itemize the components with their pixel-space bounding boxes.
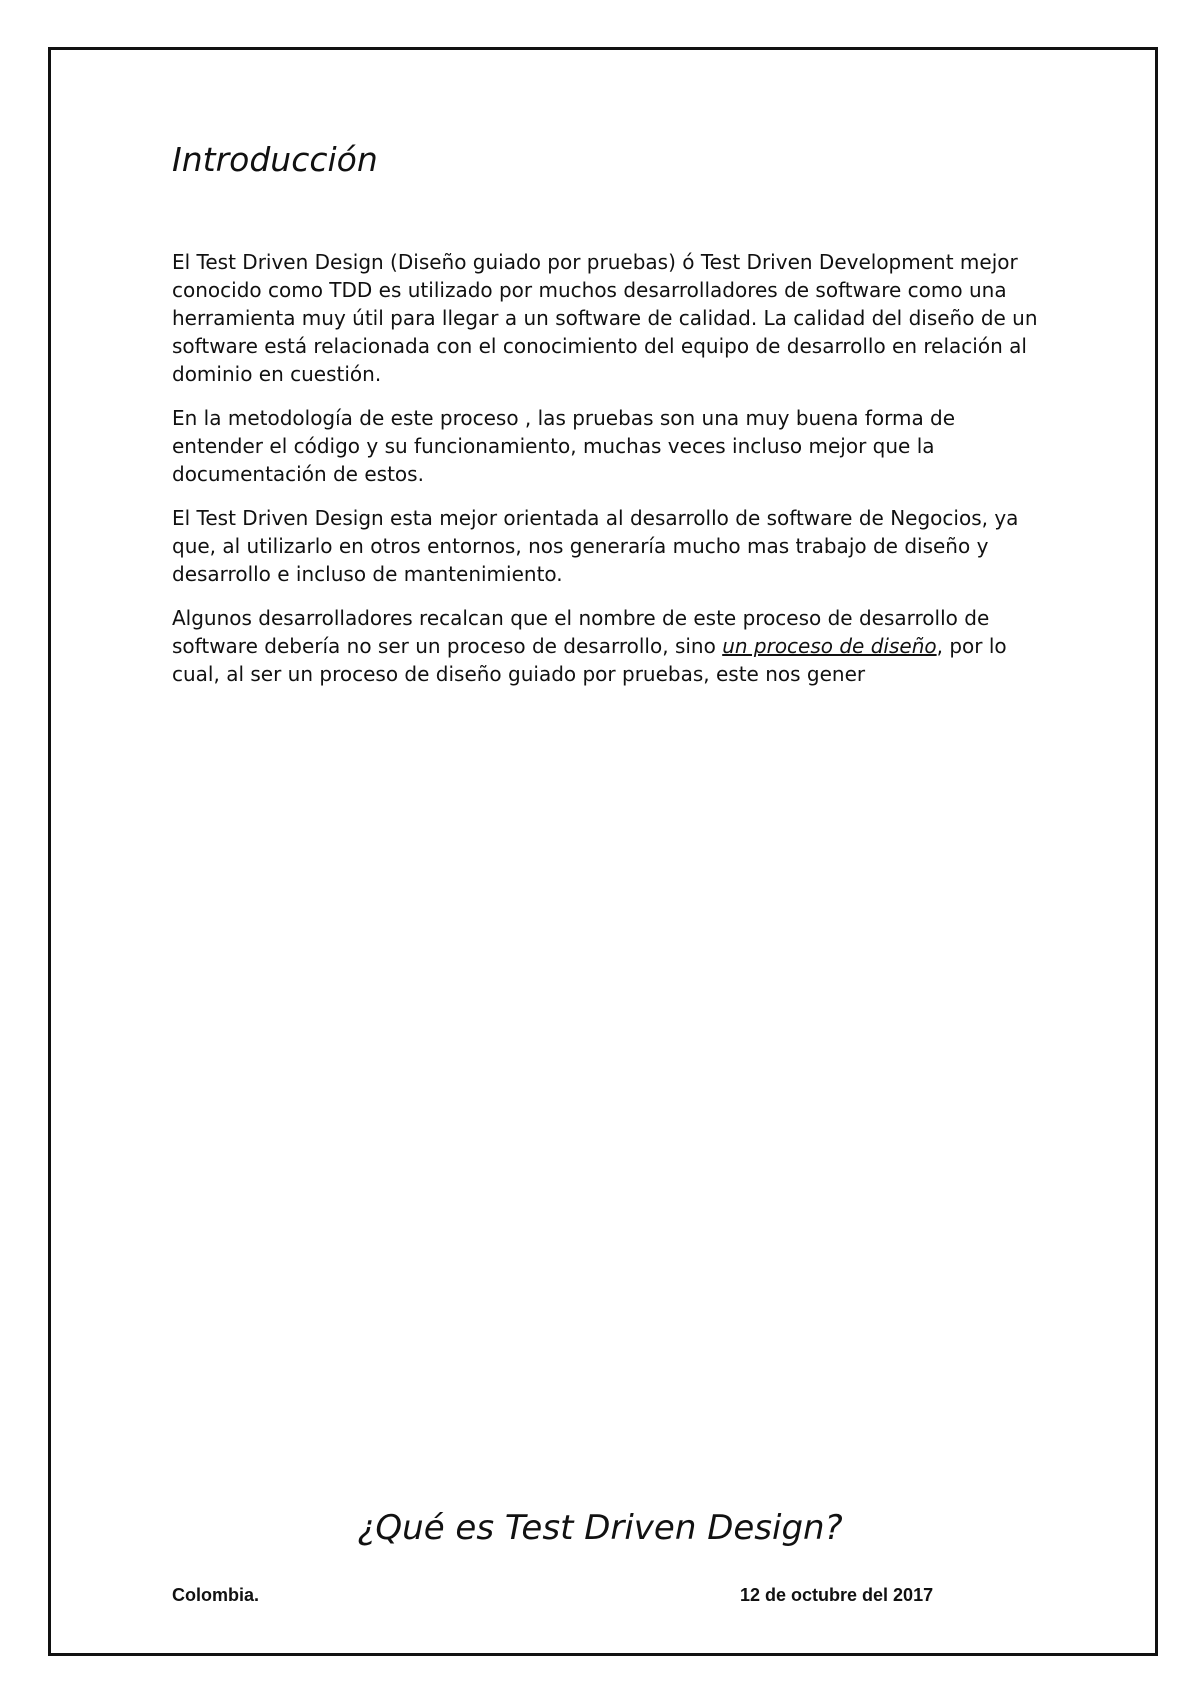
paragraph-4 bbox=[172, 604, 1042, 688]
paragraph-4-start: Algunos desarrolladores recalcan que el nombre de este proceso de desarrollo de software debería no ser un proceso de desarrollo, sino bbox=[172, 606, 990, 658]
paragraph-4-end: , por lo cual, al ser un proceso de diseño guiado por pruebas, este nos gener bbox=[172, 634, 1007, 686]
document-title: ¿Qué es Test Driven Design? bbox=[357, 1508, 843, 1548]
paragraph-3: El Test Driven Design esta mejor orientada al desarrollo de software de Negocios, ya que, al utilizarlo en otros entornos, nos generaría mucho mas trabajo de diseño y desarrollo e incluso de mantenimiento. bbox=[172, 506, 1019, 586]
paragraph-2: En la metodología de este proceso , las pruebas son una muy buena forma de entender el código y su funcionamiento, muchas veces incluso mejor que la documentación de estos. bbox=[172, 406, 956, 486]
footer-location: Colombia. bbox=[172, 1585, 260, 1605]
section-heading: Introducción bbox=[172, 140, 378, 179]
body-text bbox=[172, 248, 1042, 704]
paragraph-1: El Test Driven Design (Diseño guiado por pruebas) ó Test Driven Development mejor conocido como TDD es utilizado por muchos desarrolladores de software como una herramienta muy útil para llegar a un software de calidad. La calidad del diseño de un software está relacionada con el conocimiento del equipo de desarrollo en relación al dominio en cuestión. bbox=[172, 250, 1038, 386]
underlined-phrase: un proceso de diseño bbox=[722, 634, 937, 658]
footer-date: 12 de octubre del 2017 bbox=[740, 1585, 934, 1605]
